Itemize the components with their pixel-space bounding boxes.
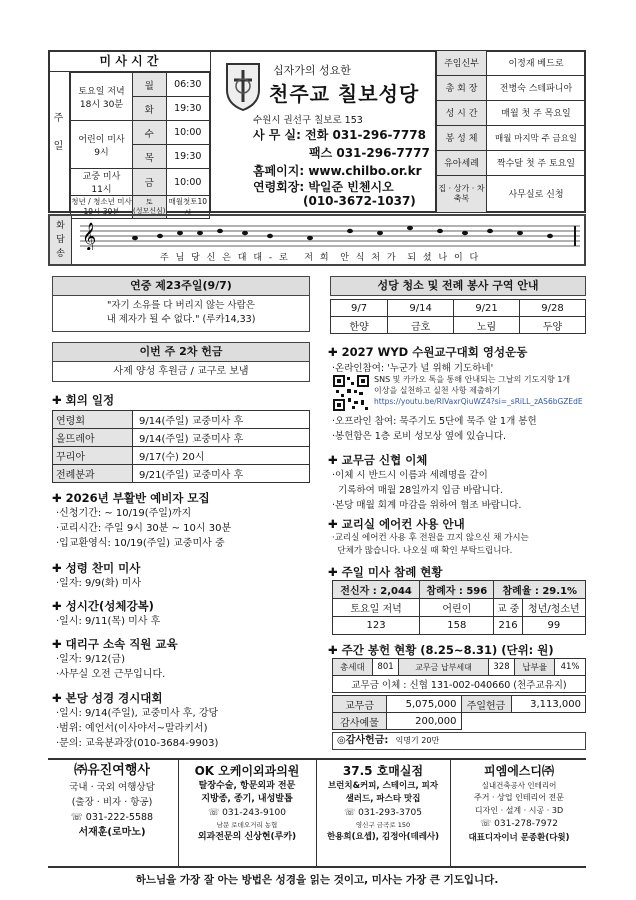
wyd-link[interactable]: https://youtu.be/RIVaxrQiuWZ4?si=_sRiLL_zAS6bGZEdE [374,397,583,406]
ad-divider [316,760,317,866]
mass-day-tue: 화 [133,97,167,121]
meeting-date: 9/14(주일) 교중미사 후 [133,411,310,429]
bible-title: ✚ 본당 성경 경시대회 [52,691,163,705]
offering-cell: 교무금 납부세대 [399,659,488,676]
cleaning-date: 9/7 [331,300,388,317]
mass-sat-evening: 토요일 저녁 18시 30분 [71,73,133,121]
mass-time-mon: 06:30 [166,73,209,97]
offering-cell: 41% [555,659,586,676]
offering-cell: 328 [488,659,515,676]
collection-box [52,342,310,382]
ad-line: 지방종, 종기, 내성발톱 [201,794,293,804]
offering-cell: 총세대 [333,659,373,676]
wyd-line: ·봉헌함은 1층 로비 성모상 옆에 있습니다. [332,431,507,442]
meeting-name: 연령회 [53,411,133,429]
meeting-date: 9/17(수) 20시 [133,447,310,465]
offering-cell: 200,000 [387,713,462,730]
gospel-quote: "자기 소유를 다 버리지 않는 사람은 내 제자가 될 수 없다." (루카14,33) [106,300,256,325]
mass-day-fri: 금 [133,169,167,196]
offering-bank: 교무금 이체 : 신협 131-002-040660 (천주교유지) [333,676,586,693]
ad-line: 탈장수술, 항문외과 전문 [198,781,296,791]
church-name: 천주교 칠보성당 [269,82,420,106]
info-value: 전병숙 스테파니아 [487,75,586,100]
church-address: 수원시 권선구 칠보로 153 [253,115,363,126]
mass-sunday-label: 주 일 [48,72,70,213]
mass-table [70,72,210,219]
mass-day-thu: 목 [133,145,167,169]
mass-time-tue: 19:30 [166,97,209,121]
diocese-line: ·이체 시 반드시 이름과 세례명을 같이 [332,470,488,481]
offering-cell: 감사예물 [333,713,387,730]
info-key: 주임신부 [437,51,487,76]
ad-restaurant [318,762,448,844]
attendance-val: 99 [522,617,585,635]
cleaning-date: 9/28 [520,300,586,317]
info-value: 짝수달 첫 주 토요일 [487,150,586,175]
ad-line: 대표디자이너 문종환(다윗) [468,833,570,843]
cleaning-area: 금호 [388,317,454,334]
attendance-rate: 참례율 : 29.1% [494,581,586,599]
psalm-label: 화 답 송 [50,216,72,264]
mass-day-mon: 월 [133,73,167,97]
wyd-title: ✚ 2027 WYD 수원교구대회 영성운동 [328,345,528,359]
aircon-body [332,532,529,558]
offering-amounts [332,695,586,730]
psalm-lyrics: 주 님 당 신 은 대 대 - 로 저 희 안 식 처 가 되 셨 나 이 다 [160,253,481,263]
sunday-box [52,276,310,332]
diocese-line: 기록하여 매월 28일까지 입금 바랍니다. [332,485,503,496]
attendance-col: 어린이 [420,599,494,617]
thanks-label: ◎감사헌금: [337,735,389,746]
offering-title: ✚ 주간 봉헌 현황 (8.25~8.31) (단위: 원) [328,643,554,657]
attendance-title: ✚ 주일 미사 참례 현황 [328,565,443,579]
holyhour-body: ·일시: 9/11(목) 미사 후 [56,616,161,627]
mass-time-sat: 매월첫토10시 [166,196,209,219]
mass-time-fri: 10:00 [166,169,209,196]
offering-cell: 3,113,000 [511,696,586,713]
footer-motto: 하느님을 가장 잘 아는 방법은 성경을 읽는 것이고, 미사는 가장 큰 기도입니다. [135,874,499,886]
church-subtitle: 십자가의 성요한 [273,64,351,77]
ad-divider [450,760,451,866]
meeting-name: 꾸리아 [53,447,133,465]
ad-line: ☏ 031-278-7972 [480,819,558,829]
attendance-count: 참례자 : 596 [420,581,494,599]
edu-line: ·일자: 9/12(금) [56,654,125,665]
mass-title: 미 사 시 간 [48,50,210,72]
offering-cell: 교무금 [333,696,387,713]
homepage[interactable]: 홈페이지: www.chilbo.or.kr [253,164,422,178]
meetings-table [52,410,310,483]
attendance-col: 토요일 저녁 [333,599,420,617]
mass-youth: 청년 / 청소년 미사 19시 30분 [71,196,133,219]
cleaning-area: 두양 [520,317,586,334]
church-emblem-icon [223,60,263,112]
offering-cell: 5,075,000 [387,696,462,713]
easter-title: ✚ 2026년 부활반 예비자 모집 [52,491,210,505]
attendance-val: 158 [420,617,494,635]
svg-text:𝄞: 𝄞 [82,222,97,250]
info-table [436,50,586,213]
ad-title: OK 오케이외과의원 [194,764,300,778]
funeral-phone: (010-3672-1037) [303,194,416,208]
info-value: 매월 마지막 주 금요일 [487,125,586,150]
diocese-title: ✚ 교무금 신협 이체 [328,453,428,467]
ad-line: 실내건축공사 인테리어 [481,781,557,790]
ad-title: 피엠에스디㈜ [484,764,554,778]
church-info [210,50,436,213]
ad-line: (출장 · 비자 · 항공) [71,797,153,808]
aircon-line: ·교리실 에어컨 사용 후 전원을 끄지 않으신 채 가시는 [332,533,529,543]
mass-children: 어린이 미사 9시 [71,121,133,169]
meeting-date: 9/21(주일) 교중미사 후 [133,465,310,483]
cleaning-box [330,276,586,332]
attendance-val: 216 [494,617,522,635]
cleaning-table [330,299,586,334]
ad-line: 한용희(요셉), 김정아(데레사) [326,832,440,842]
responsorial-psalm [48,214,586,266]
bible-body [56,706,218,751]
thanks-offering [332,732,586,750]
meetings-title: ✚ 회의 일정 [52,393,115,407]
meeting-name: 전례분과 [53,465,133,483]
easter-line: ·입교환영식: 10/19(주일) 교중미사 중 [56,538,225,549]
wyd-offline [332,414,537,444]
offering-cell: 주일헌금 [461,696,511,713]
meeting-name: 올뜨레아 [53,429,133,447]
ad-travel [48,762,176,841]
ad-line: ☏ 031-243-9100 [208,808,286,818]
wyd-line: SNS 및 카카오 톡을 통해 안내되는 그날의 기도지향 1개 [374,375,571,384]
diocese-body [332,468,521,513]
mass-time-wed: 10:00 [166,121,209,145]
thanks-value: 익명기 20만 [395,736,440,745]
office-fax: 팩스 031-296-7777 [309,146,430,160]
collection-title: 이번 주 2차 헌금 [53,343,309,362]
mass-main: 교중 미사 11시 [71,169,133,196]
ad-line: 외과전문의 신상현(루카) [197,832,297,842]
info-value: 이정재 베드로 [487,51,586,76]
info-key: 총 회 장 [437,75,487,100]
info-value: 매월 첫 주 목요일 [487,100,586,125]
sunday-title: 연중 제23주일(9/7) [53,277,309,296]
meeting-date: 9/14(주일) 교중미사 후 [133,429,310,447]
chant-title: ✚ 성령 찬미 미사 [52,561,141,575]
mass-schedule [48,50,210,217]
cleaning-date: 9/14 [388,300,454,317]
info-key: 유아세례 [437,150,487,175]
attendance-table [332,580,586,635]
edu-body [56,652,165,682]
funeral-contact: 연령회장: 박일준 빈첸시오 [253,180,394,194]
attendance-val: 123 [333,617,420,635]
chant-body: ·일자: 9/9(화) 미사 [56,578,142,589]
info-value: 사무실로 신청 [487,175,586,212]
ad-line: 주거 · 상업 인테리어 전문 [474,793,564,802]
ad-line: 영신구 금곡로 150 [355,821,411,829]
attendance-col: 청년/청소년 [522,599,585,617]
cleaning-date: 9/21 [454,300,520,317]
info-key: 집 · 상가 · 차 축복 [437,175,487,212]
info-key: 봉 성 체 [437,125,487,150]
mass-day-sat: 토 (성모신심) [133,196,167,219]
diocese-line: ·본당 매월 회계 마감을 위하여 협조 바랍니다. [332,500,522,511]
qr-code-icon[interactable] [332,374,370,412]
cleaning-area: 한양 [331,317,388,334]
ad-clinic [180,762,314,844]
bible-line: ·범위: 예언서(이사야서~말라키서) [56,723,208,734]
offering-cell: 801 [372,659,399,676]
offering-cell: 납부율 [515,659,555,676]
holyhour-title: ✚ 성시간(성체강복) [52,599,154,613]
ad-divider [178,760,179,866]
ad-line: 남문 로데오거리 농협 [216,821,278,829]
mass-time-thu: 19:30 [166,145,209,169]
mass-day-wed: 수 [133,121,167,145]
edu-line: ·사무실 오전 근무입니다. [56,669,166,680]
wyd-line: 이상을 실천하고 실천 사항 제출하기 [374,386,501,395]
ad-line: 브런치&커피, 스테이크, 피자 [327,781,439,791]
ad-line: 서재훈(로마노) [78,827,146,838]
ad-line: 국내 · 국외 여행상담 [69,782,155,793]
ad-title: 37.5 호매실점 [342,764,424,778]
music-staff-icon [80,220,580,250]
collection-text: 사제 양성 후원금 / 교구로 보냄 [113,366,249,377]
cleaning-area: 노림 [454,317,520,334]
office-phone: 사 무 실: 전화 031-296-7778 [253,128,426,142]
attendance-total: 전신자 : 2,044 [333,581,420,599]
cleaning-title: 성당 청소 및 전례 봉사 구역 안내 [330,276,586,296]
edu-title: ✚ 대리구 소속 직원 교육 [52,637,178,651]
ad-interior [452,762,586,845]
ad-line: ☏ 031-222-5588 [70,812,154,823]
wyd-line: ·오프라인 참여: 묵주기도 5단에 묵주 알 1개 봉헌 [332,416,537,427]
easter-line: ·교리시간: 주일 9시 30분 ~ 10시 30분 [56,523,232,534]
bible-line: ·일시: 9/14(주일), 교중미사 후, 강당 [56,708,219,719]
wyd-sns-text [374,374,583,407]
bible-line: ·문의: 교육분과장(010-3684-9903) [56,738,219,749]
ad-line: ☏ 031-293-3705 [344,808,422,818]
ad-line: 디자인 · 설계 · 시공 · 3D [474,806,564,815]
attendance-col: 교 중 [494,599,522,617]
easter-body [56,506,231,551]
ad-title: ㈜유진여행사 [74,763,150,778]
ad-line: 샐러드, 파스타 맛집 [345,794,421,804]
wyd-line-online: ·온라인참여: '누군가 널 위해 기도하네' [332,363,494,374]
aircon-line: 단체가 많습니다. 나오실 때 확인 부탁드립니다. [332,546,513,556]
info-key: 성 시 간 [437,100,487,125]
offering-table [332,658,586,693]
aircon-title: ✚ 교리실 에어컨 사용 안내 [328,517,465,531]
easter-line: ·신청기간: ~ 10/19(주일)까지 [56,508,192,519]
